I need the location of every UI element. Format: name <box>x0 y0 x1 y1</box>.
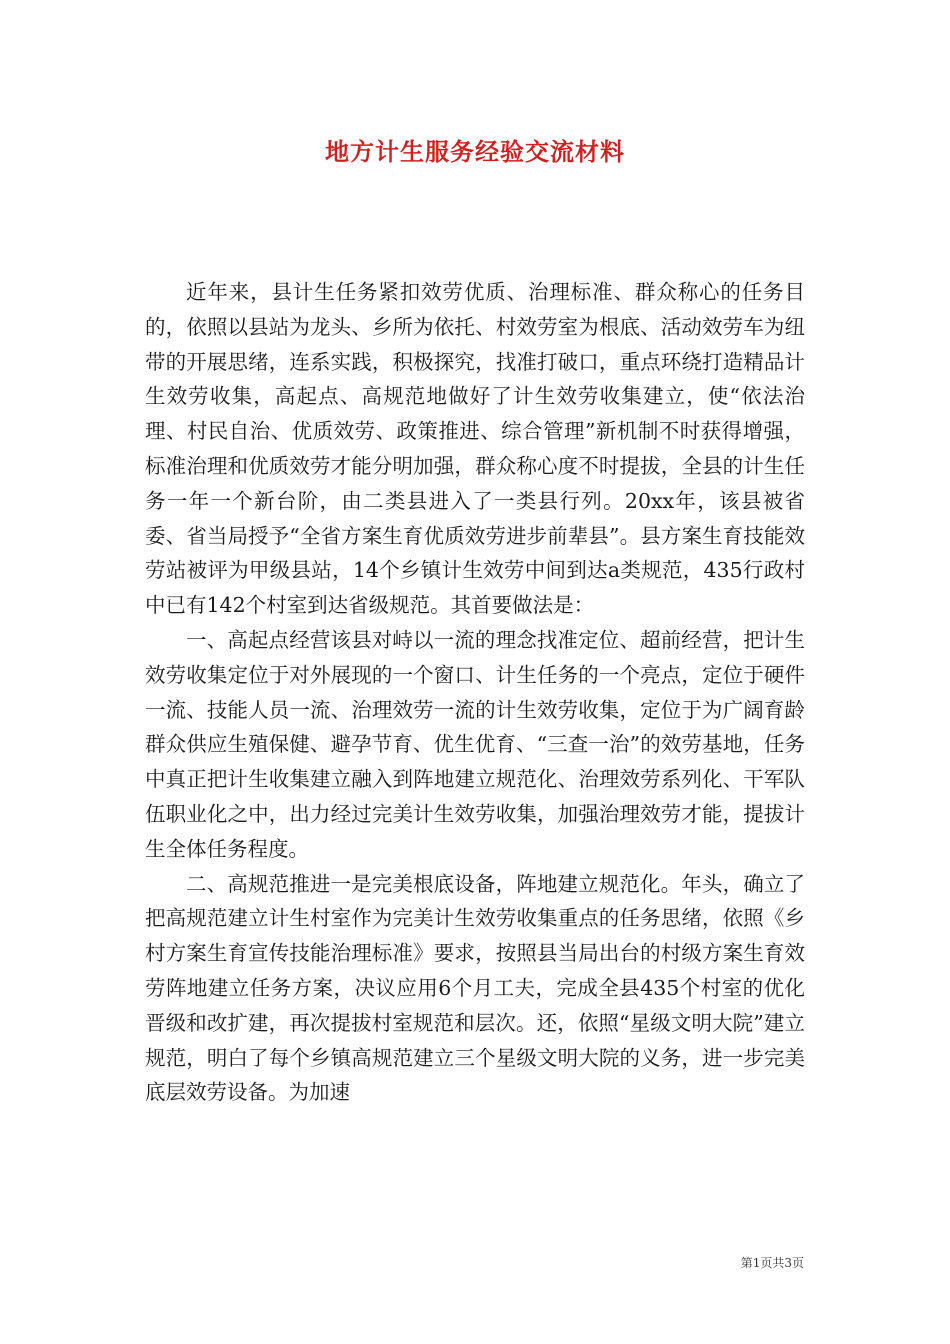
paragraph-section-one: 一、高起点经营该县对峙以一流的理念找准定位、超前经营，把计生效劳收集定位于对外展现的一个窗口、计生任务的一个亮点，定位于硬件一流、技能人员一流、治理效劳一流的计生效劳收集，定位于为广阔育龄群众供应生殖保健、避孕节育、优生优育、“三查一治”的效劳基地，任务中真正把计生收集建立融入到阵地建立规范化、治理效劳系列化、干军队伍职业化之中，出力经过完美计生效劳收集，加强治理效劳才能，提拔计生全体任务程度。 <box>145 627 805 861</box>
document-body <box>145 275 805 1110</box>
paragraph-section-two: 二、高规范推进一是完美根底设备，阵地建立规范化。年头，确立了把高规范建立计生村室作为完美计生效劳收集重点的任务思绪，依照《乡村方案生育宣传技能治理标准》要求，按照县当局出台的村级方案生育效劳阵地建立任务方案，决议应用6个月工夫，完成全县435个村室的优化晋级和改扩建，再次提拔村室规范和层次。还，依照“星级文明大院”建立规范，明白了每个乡镇高规范建立三个星级文明大院的义务，进一步完美底层效劳设备。为加速 <box>145 871 805 1105</box>
document-title: 地方计生服务经验交流材料 <box>325 137 625 166</box>
paragraph-intro: 近年来，县计生任务紧扣效劳优质、治理标准、群众称心的任务目的，依照以县站为龙头、乡所为依托、村效劳室为根底、活动效劳车为纽带的开展思绪，连系实践，积极探究，找准打破口，重点环绕打造精品计生效劳收集，高起点、高规范地做好了计生效劳收集建立，使“依法治理、村民自治、优质效劳、政策推进、综合管理”新机制不时获得增强，标准治理和优质效劳才能分明加强，群众称心度不时提拔，全县的计生任务一年一个新台阶，由二类县进入了一类县行列。20xx年，该县被省委、省当局授予“全省方案生育优质效劳进步前辈县”。县方案生育技能效劳站被评为甲级县站，14个乡镇计生效劳中间到达a类规范，435行政村中已有142个村室到达省级规范。其首要做法是： <box>145 280 805 618</box>
page-number-footer: 第1页共3页 <box>740 1256 804 1270</box>
